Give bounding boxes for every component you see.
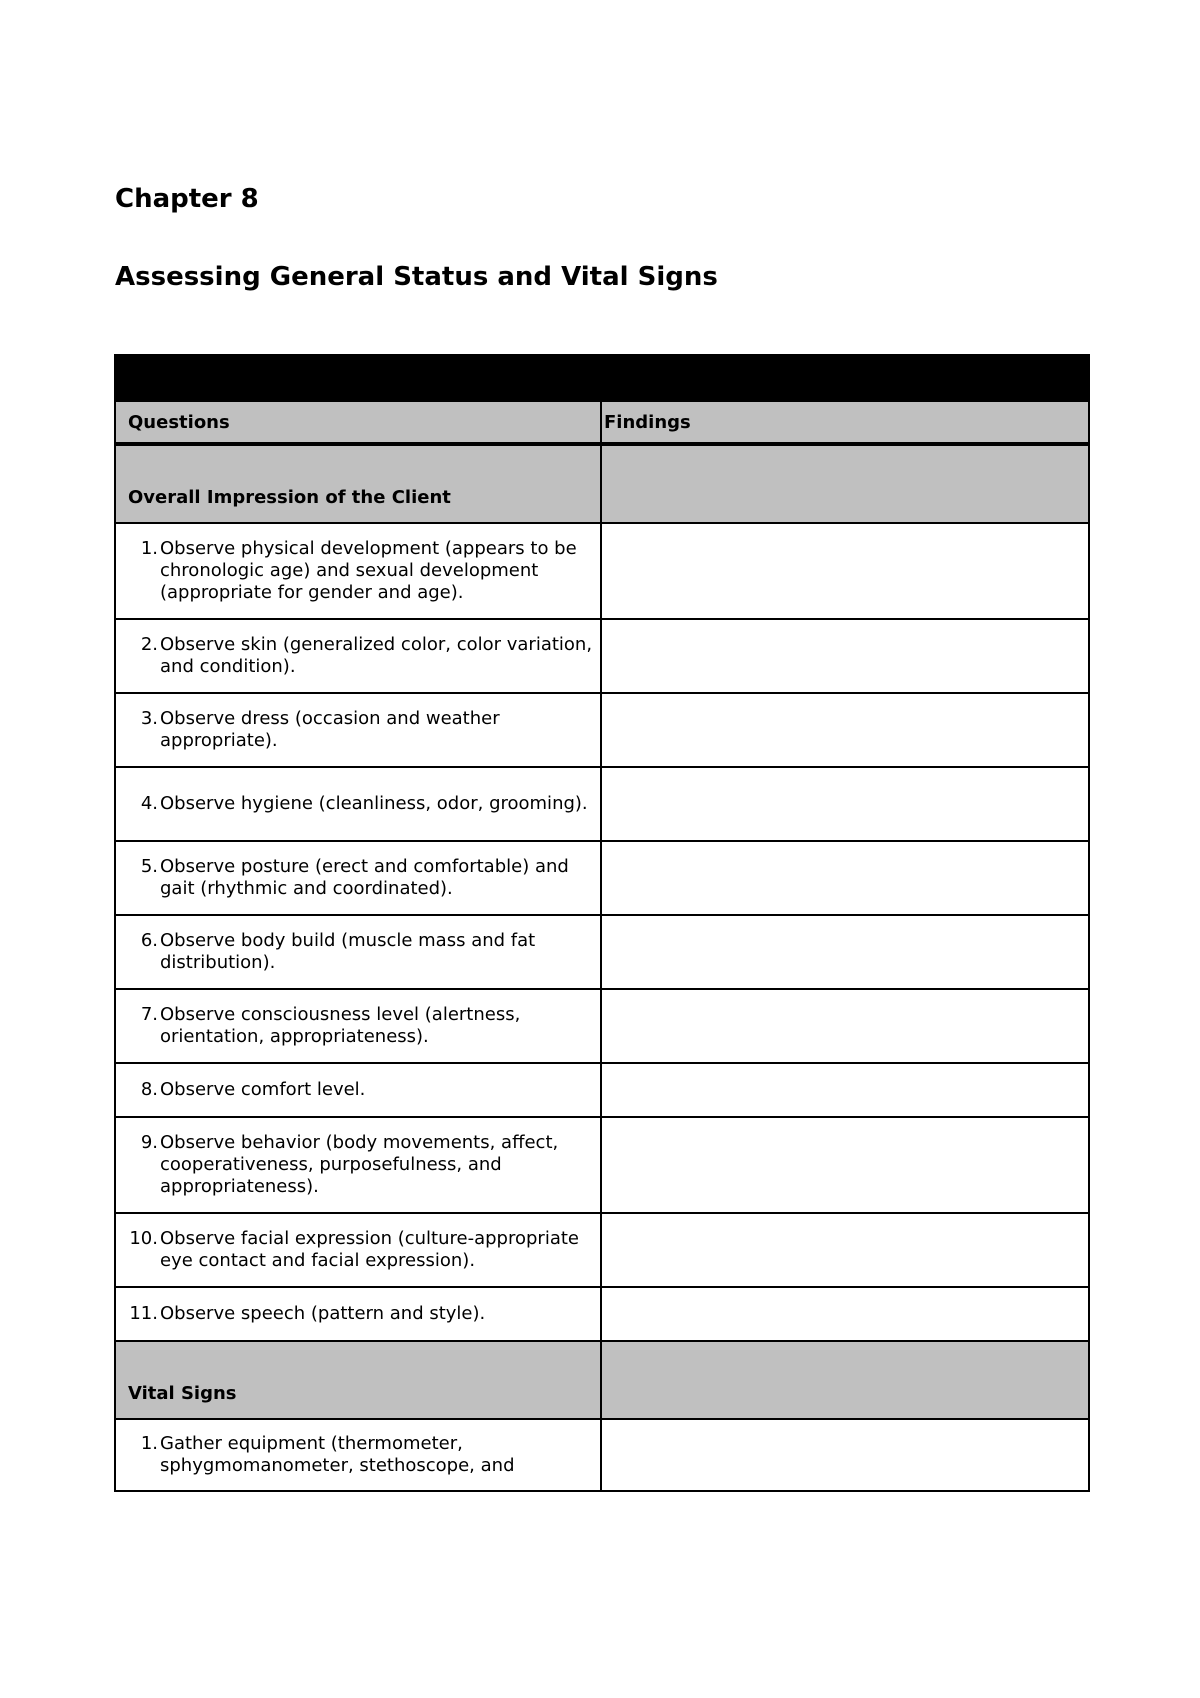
question-text: Observe facial expression (culture-appropriate eye contact and facial expression). — [160, 1228, 579, 1271]
section-row — [115, 1341, 1089, 1419]
question-text: Gather equipment (thermometer, sphygmomanometer, stethoscope, and — [160, 1433, 515, 1476]
questions-header: Questions — [115, 401, 601, 444]
findings-cell[interactable] — [601, 1063, 1089, 1117]
question-number: 2. — [140, 634, 158, 655]
table-row — [115, 1419, 1089, 1491]
findings-cell[interactable] — [601, 693, 1089, 767]
findings-cell[interactable] — [601, 1213, 1089, 1287]
findings-cell[interactable] — [601, 523, 1089, 619]
table-row — [115, 523, 1089, 619]
findings-cell[interactable] — [601, 989, 1089, 1063]
question-text: Observe physical development (appears to be chronologic age) and sexual development (appropriate for gender and age). — [160, 538, 577, 603]
table-row — [115, 1213, 1089, 1287]
question-number: 1. — [140, 1433, 158, 1454]
section-title: Vital Signs — [115, 1341, 601, 1419]
table-row — [115, 619, 1089, 693]
findings-cell[interactable] — [601, 1419, 1089, 1491]
question-text: Observe body build (muscle mass and fat distribution). — [160, 930, 536, 973]
question-number: 5. — [140, 856, 158, 877]
question-text: Observe speech (pattern and style). — [160, 1303, 486, 1324]
assessment-table — [114, 354, 1090, 1492]
section-findings-cell — [601, 1341, 1089, 1419]
document-title: Assessing General Status and Vital Signs — [115, 262, 718, 292]
question-number: 6. — [140, 930, 158, 951]
question-cell — [115, 523, 601, 619]
table-banner-row — [115, 355, 1089, 401]
table-row — [115, 1117, 1089, 1213]
findings-cell[interactable] — [601, 841, 1089, 915]
table-header-row — [115, 401, 1089, 444]
question-cell — [115, 693, 601, 767]
table-row — [115, 1063, 1089, 1117]
table-row — [115, 915, 1089, 989]
question-cell — [115, 915, 601, 989]
question-text: Observe comfort level. — [160, 1079, 366, 1100]
question-text: Observe behavior (body movements, affect, cooperativeness, purposefulness, and appropriateness). — [160, 1132, 559, 1197]
question-number: 3. — [140, 708, 158, 729]
question-number: 8. — [140, 1079, 158, 1100]
question-text: Observe consciousness level (alertness, orientation, appropriateness). — [160, 1004, 521, 1047]
findings-cell[interactable] — [601, 1287, 1089, 1341]
question-cell — [115, 619, 601, 693]
section-row — [115, 444, 1089, 523]
table-row — [115, 693, 1089, 767]
findings-cell[interactable] — [601, 619, 1089, 693]
question-cell — [115, 1419, 601, 1491]
question-cell — [115, 767, 601, 841]
chapter-heading: Chapter 8 — [115, 184, 259, 214]
findings-cell[interactable] — [601, 915, 1089, 989]
question-number: 1. — [140, 538, 158, 559]
question-number: 11. — [129, 1303, 158, 1324]
question-cell — [115, 1287, 601, 1341]
findings-header: Findings — [601, 401, 1089, 444]
question-text: Observe skin (generalized color, color variation, and condition). — [160, 634, 593, 677]
table-row — [115, 1287, 1089, 1341]
table-row — [115, 767, 1089, 841]
question-cell — [115, 1117, 601, 1213]
question-text: Observe hygiene (cleanliness, odor, grooming). — [160, 793, 588, 814]
question-cell — [115, 1213, 601, 1287]
question-text: Observe dress (occasion and weather appropriate). — [160, 708, 500, 751]
table-row — [115, 841, 1089, 915]
question-number: 7. — [140, 1004, 158, 1025]
section-findings-cell — [601, 444, 1089, 523]
findings-cell[interactable] — [601, 767, 1089, 841]
question-cell — [115, 841, 601, 915]
question-cell — [115, 989, 601, 1063]
question-text: Observe posture (erect and comfortable) and gait (rhythmic and coordinated). — [160, 856, 569, 899]
question-number: 4. — [140, 793, 158, 814]
table-row — [115, 989, 1089, 1063]
table-banner — [115, 355, 1089, 401]
question-number: 10. — [129, 1228, 158, 1249]
findings-cell[interactable] — [601, 1117, 1089, 1213]
question-number: 9. — [140, 1132, 158, 1153]
section-title: Overall Impression of the Client — [115, 444, 601, 523]
question-cell — [115, 1063, 601, 1117]
